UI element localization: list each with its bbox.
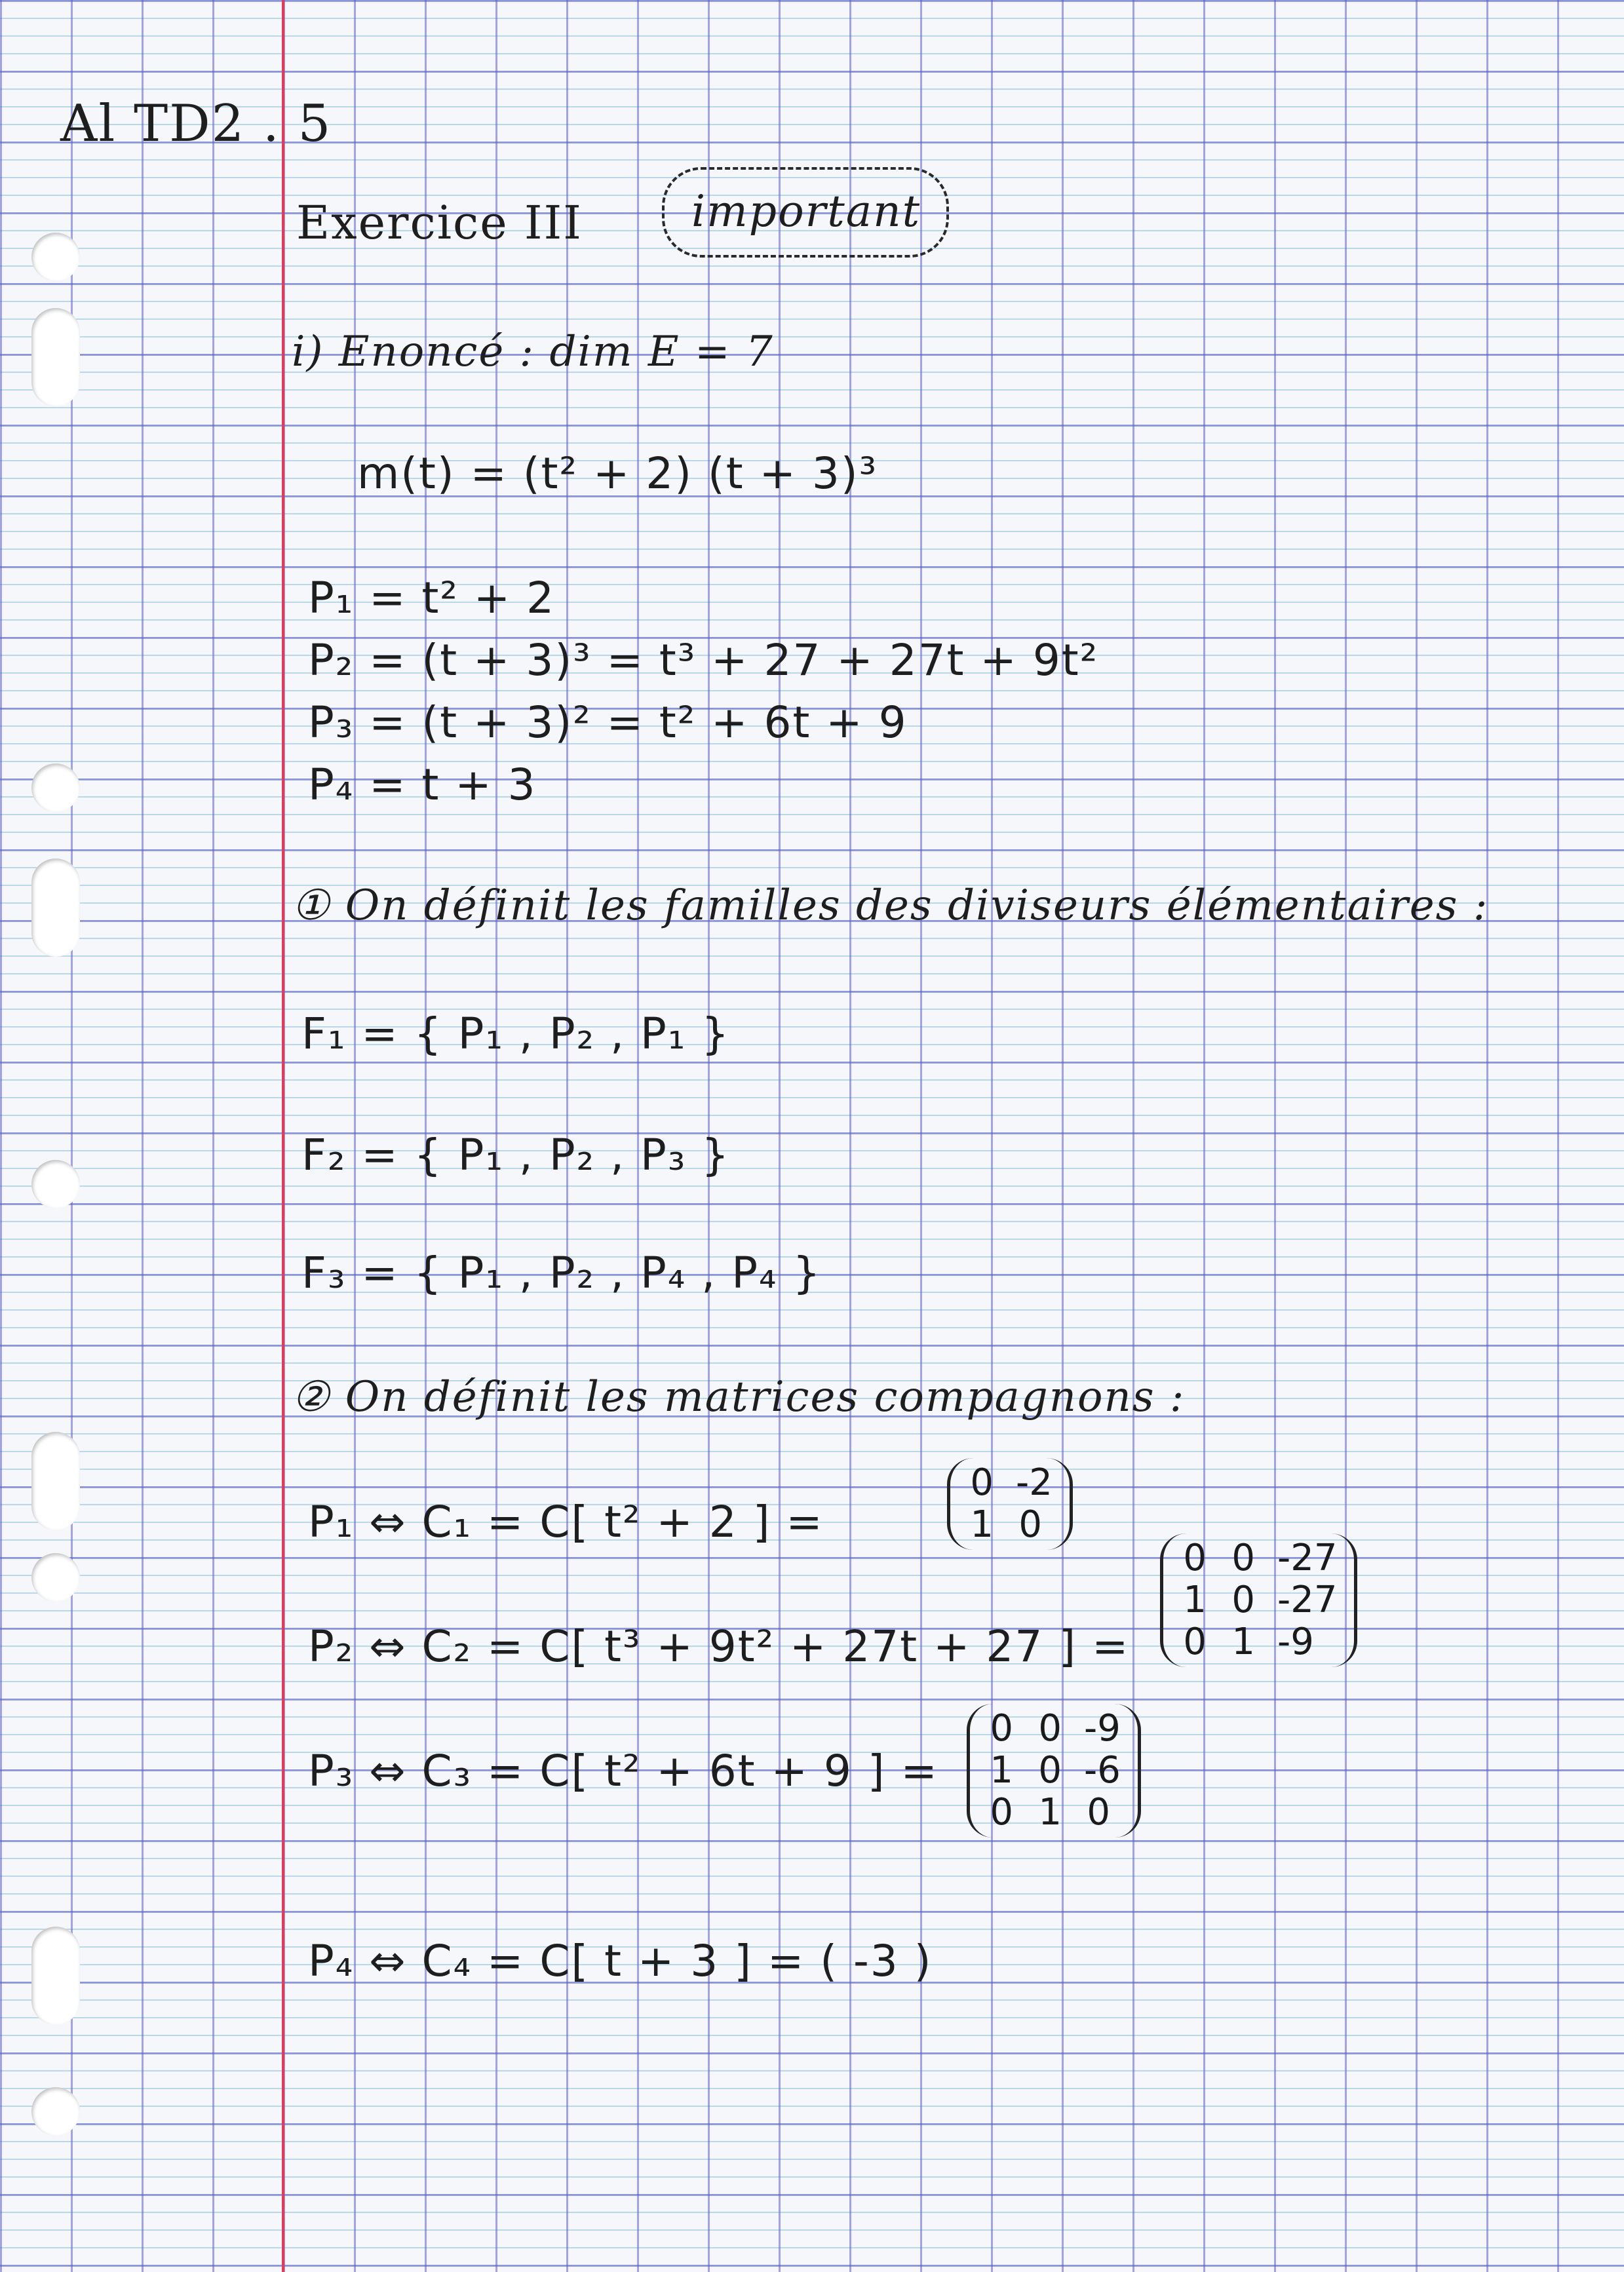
matrix-cell: -9 xyxy=(1084,1707,1121,1750)
matrix-cell: 0 xyxy=(1231,1579,1255,1621)
matrix-cell: -27 xyxy=(1277,1579,1338,1621)
enonce: i) Enoncé : dim E = 7 xyxy=(292,328,774,376)
family-f3: F₃ = { P₁ , P₂ , P₄ , P₄ } xyxy=(301,1248,822,1298)
punch-hole xyxy=(31,858,80,957)
margin-line xyxy=(282,0,284,2272)
important-tag: important xyxy=(691,186,921,237)
punch-hole xyxy=(31,763,80,812)
matrix-c2 xyxy=(1160,1533,1357,1667)
matrix-cell: 0 xyxy=(990,1707,1013,1750)
companion-c4: P₄ ⇔ C₄ = C[ t + 3 ] = ( -3 ) xyxy=(308,1936,933,1986)
punch-hole xyxy=(31,2087,80,2136)
matrix-cell: 1 xyxy=(990,1749,1013,1792)
header-code: Al TD2 . 5 xyxy=(60,94,332,153)
matrix-cell: 1 xyxy=(1231,1621,1255,1663)
companion-c2: P₂ ⇔ C₂ = C[ t³ + 9t² + 27t + 27 ] = xyxy=(308,1621,1130,1672)
matrix-cell: 0 xyxy=(1231,1537,1255,1579)
polynomial-p2: P₂ = (t + 3)³ = t³ + 27 + 27t + 9t² xyxy=(308,635,1099,685)
matrix-cell: 0 xyxy=(1183,1621,1207,1663)
exercise-title: Exercice III xyxy=(296,196,583,250)
matrix-cell: 1 xyxy=(1038,1791,1062,1834)
matrix-cell: 0 xyxy=(990,1791,1013,1834)
punch-hole xyxy=(31,1553,80,1602)
matrix-cell: 0 xyxy=(1018,1503,1042,1546)
companion-c3: P₃ ⇔ C₃ = C[ t² + 6t + 9 ] = xyxy=(308,1746,938,1796)
polynomial-p1: P₁ = t² + 2 xyxy=(308,573,556,623)
punch-hole xyxy=(31,1432,80,1530)
matrix-cell: -2 xyxy=(1016,1461,1053,1504)
punch-hole xyxy=(31,1927,80,2025)
matrix-cell: 1 xyxy=(970,1503,994,1546)
matrix-cell: -9 xyxy=(1277,1621,1314,1663)
companion-c1: P₁ ⇔ C₁ = C[ t² + 2 ] = xyxy=(308,1497,824,1547)
step-1-heading: ① On définit les familles des diviseurs élémentaires : xyxy=(292,881,1489,930)
punch-hole xyxy=(31,233,80,281)
family-f1: F₁ = { P₁ , P₂ , P₁ } xyxy=(301,1009,731,1059)
step-2-heading: ② On définit les matrices compagnons : xyxy=(292,1373,1186,1421)
matrix-c3 xyxy=(967,1704,1141,1838)
matrix-cell: 0 xyxy=(1087,1791,1110,1834)
matrix-cell: 0 xyxy=(970,1461,994,1504)
matrix-cell: -6 xyxy=(1084,1749,1121,1792)
matrix-cell: 0 xyxy=(1038,1749,1062,1792)
family-f2: F₂ = { P₁ , P₂ , P₃ } xyxy=(301,1130,731,1180)
matrix-cell: 1 xyxy=(1183,1579,1207,1621)
polynomial-p3: P₃ = (t + 3)² = t² + 6t + 9 xyxy=(308,697,908,748)
matrix-cell: 0 xyxy=(1038,1707,1062,1750)
polynomial-p4: P₄ = t + 3 xyxy=(308,760,537,810)
matrix-cell: -27 xyxy=(1277,1537,1338,1579)
matrix-cell: 0 xyxy=(1183,1537,1207,1579)
matrix-c1 xyxy=(947,1458,1073,1550)
punch-hole xyxy=(31,1160,80,1208)
minimal-polynomial: m(t) = (t² + 2) (t + 3)³ xyxy=(357,448,878,499)
punch-hole xyxy=(31,308,80,406)
